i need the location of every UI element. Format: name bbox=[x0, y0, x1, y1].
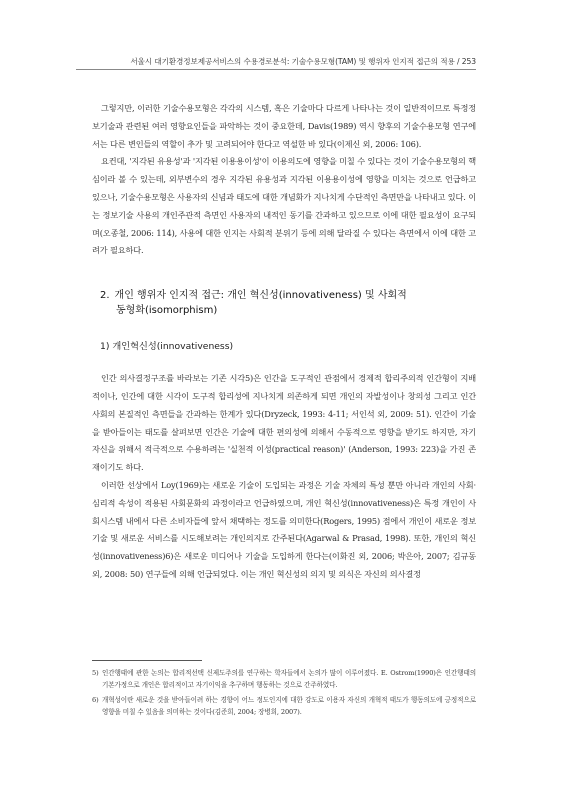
footnotes bbox=[92, 667, 476, 721]
header-rule bbox=[76, 69, 476, 70]
footnote bbox=[92, 694, 476, 719]
section-title-line2: 동형화(isomorphism) bbox=[116, 305, 218, 317]
paragraph: 요컨대, '지각된 유용성'과 '지각된 이용용이성'이 이용의도에 영향을 미칠 수 있다는 것이 기술수용모형의 핵심이라 볼 수 있는데, 외부변수의 경우 지각된 유용성과 지각된 이용용이성에 영향을 미치는 것으로 언급하고 있으나, 기술수용모형은 사용자의 신념과 태도에 대한 개념화가 지나치게 수단적인 측면만을 나타내고 있다. 이는 정보기술 사용의 개인주관적 측면인 사용자의 내적인 동기를 간과하고 있으므로 이에 대한 필요성이 요구되며(오종철, 2006: 114), 사용에 대한 인지는 사회적 분위기 등에 의해 달라질 수 있다는 측면에서 이에 대한 고려가 필요하다. bbox=[92, 156, 476, 256]
page-number: 253 bbox=[461, 57, 476, 66]
footnote-rule bbox=[92, 660, 202, 661]
footnote-text: 개혁성이란 새로운 것을 받아들이려 하는 경향이 어느 정도인지에 대한 강도로 이용자 자신의 개혁적 태도가 행동의도에 긍정적으로 영향을 미칠 수 있음을 의미하는 것이다(김준희, 2004; 장병희, 2007). bbox=[102, 695, 476, 717]
subsection-heading: 1) 개인혁신성(innovativeness) bbox=[100, 341, 234, 353]
section-title-line1: 개인 행위자 인지적 접근: 개인 혁신성(innovativeness) 및 사회적 bbox=[114, 290, 407, 302]
paragraph: 그렇지만, 이러한 기술수용모형은 각각의 시스템, 혹은 기술마다 다르게 나타나는 것이 일반적이므로 특정정보기술과 관련된 여러 영향요인들을 파악하는 것이 중요한데, Davis(1989) 역시 향후의 기술수용모형 연구에서는 다른 변인들의 역할이 추가 및 고려되어야 한다고 역설한 바 있다(이제신 외, 2006: 106). bbox=[92, 103, 476, 149]
section-number: 2. bbox=[100, 290, 110, 302]
running-title: 서울시 대기환경정보제공서비스의 수용경로분석: 기술수용모형(TAM) 및 행위자 인지적 접근의 적용 bbox=[130, 57, 455, 66]
paragraph: 인간 의사결정구조를 바라보는 기존 시각5)은 인간을 도구적인 관점에서 경제적 합리주의적 인간형이 지배적이나, 인간에 대한 시각이 도구적 합리성에 지나치게 의존하게 되면 개인의 자발성이나 창의성 그리고 인간 사회의 본질적인 측면들을 간과하는 한계가 있다(Dryzeck, 1993: 4-11; 서인석 외, 2009: 51). 인간이 기술을 받아들이는 태도를 살펴보면 인간은 기술에 대한 편의성에 의해서 수동적으로 영향을 받기도 하지만, 자기 자신을 위해서 적극적으로 수용하려는 '실천적 이성(practical reason)' (Anderson, 1993: 223)을 가진 존재이기도 하다. bbox=[92, 373, 476, 473]
section-heading bbox=[100, 288, 476, 318]
body-text bbox=[92, 100, 476, 584]
footnote-mark: 6) bbox=[92, 695, 99, 704]
footnote bbox=[92, 667, 476, 692]
header-separator: / bbox=[457, 57, 462, 66]
footnote-text: 인간행태에 관한 논의는 합리적선택 신제도주의를 연구하는 학자들에서 논의가 많이 이루어졌다. E. Ostrom(1990)은 인간행태의 기본가정으로 개인은 합리적이고 자기이익을 추구하며 행동하는 것으로 간주하였다. bbox=[102, 669, 476, 690]
footnote-mark: 5) bbox=[92, 669, 99, 677]
paragraph: 이러한 선상에서 Loy(1969)는 새로운 기술이 도입되는 과정은 기술 자체의 특성 뿐만 아니라 개인의 사회·심리적 속성이 적용된 사회문화의 과정이라고 언급하였으며, 개인 혁신성(innovativeness)은 특정 개인이 사회시스템 내에서 다른 소비자들에 앞서 채택하는 정도를 의미한다(Rogers, 1995) 점에서 개인이 새로운 정보기술 및 새로운 서비스를 시도해보려는 개인의지로 간주된다(Agarwal & Prasad, 1998). 또한, 개인의 혁신성(innovativeness)6)은 새로운 미디어나 기술을 도입하게 한다는(이화진 외, 2006; 박은아, 2007; 김규동 외, 2008: 50) 연구들에 의해 언급되었다. 이는 개인 혁신성의 의지 및 의식은 자신의 의사결정 bbox=[92, 479, 476, 579]
